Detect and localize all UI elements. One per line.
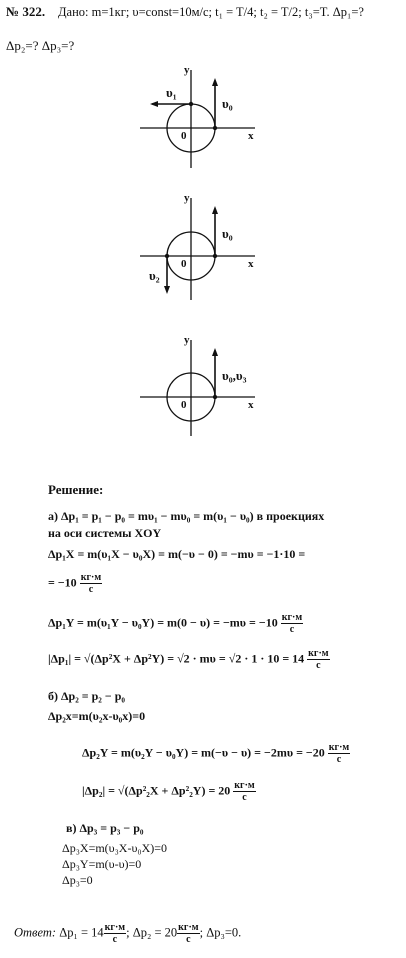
- solution-a-line4: [48, 572, 102, 595]
- diagram-3: [0, 330, 406, 440]
- unit-den: с: [88, 584, 94, 595]
- unit-den: с: [112, 934, 118, 945]
- unit-den: с: [186, 934, 191, 945]
- unit-fraction: [177, 922, 199, 945]
- solution-heading: Решение:: [48, 482, 104, 497]
- unit-fraction: [80, 572, 102, 595]
- x-axis-label: x: [248, 399, 254, 411]
- answer-part1: Δp₁ = 14: [59, 925, 104, 940]
- given-text: Дано: m=1кг; υ=const=10м/с; t₁ = T/4; t₂ = T/2; t₃=T. Δp₁=?: [58, 5, 364, 19]
- unit-num: кг·м: [281, 612, 303, 623]
- given-text-2: Δp₂=? Δp₃=?: [6, 38, 75, 53]
- origin-label: 0: [181, 130, 187, 142]
- v0-label: υ₀: [222, 96, 233, 111]
- solution-b-line4: [82, 780, 256, 803]
- solution-b-line3: [82, 742, 350, 765]
- solution-a-line2: на оси системы XOY: [48, 526, 162, 540]
- diagram-1: [0, 60, 406, 170]
- y-axis-label: y: [184, 64, 190, 76]
- solution-b-line1: б) Δp₂ = p₂ − p₀: [48, 689, 126, 703]
- solution-b-line2: Δp₂x=m(υ₂x-υ₀x)=0: [48, 709, 146, 723]
- solution-c-line1: в) Δp₃ = p₃ − p₀: [66, 821, 144, 835]
- unit-fraction: [307, 648, 329, 671]
- unit-den: с: [336, 754, 342, 765]
- unit-fraction: [104, 922, 126, 945]
- solution-a-line5: [48, 612, 303, 635]
- v1-label: υ₁: [166, 85, 177, 100]
- unit-den: с: [242, 792, 247, 803]
- unit-den: с: [316, 660, 321, 671]
- v0-label: υ₀: [222, 226, 233, 241]
- solution-b-line3-text: Δp₂Y = m(υ₂Y − υ₀Y) = m(−υ − υ) = −2mυ = −20: [82, 745, 325, 760]
- unit-num: кг·м: [234, 780, 255, 791]
- solution-c-line3: Δp₃Y=m(υ-υ)=0: [62, 857, 142, 871]
- v0-v3-label: υ₀,υ₃: [222, 368, 247, 383]
- solution-a-line4-text: = −10: [48, 575, 77, 590]
- solution-a-line1: а) Δp₁ = p₁ − p₀ = mυ₁ − mυ₀ = m(υ₁ − υ₀) в проекциях: [48, 509, 325, 523]
- answer-line: [14, 922, 241, 945]
- y-axis-label: y: [184, 192, 190, 204]
- answer-part2: ; Δp₂ = 20: [126, 925, 178, 940]
- unit-num: кг·м: [80, 572, 102, 583]
- solution-a-line6-text: |Δp₁| = √(Δp²X + Δp²Y) = √2 · mυ = √2 · 1 · 10 = 14: [48, 651, 305, 666]
- unit-num: кг·м: [178, 922, 199, 933]
- origin-label: 0: [181, 258, 187, 270]
- unit-den: с: [289, 624, 295, 635]
- solution-c-line2: Δp₃X=m(υ₃X-υ₀X)=0: [62, 841, 168, 855]
- x-axis-label: x: [248, 130, 254, 142]
- answer-label: Ответ:: [14, 925, 57, 940]
- solution-a-line5-text: Δp₁Y = m(υ₁Y − υ₀Y) = m(0 − υ) = −mυ = −10: [48, 615, 278, 630]
- solution-a-line3: Δp₁X = m(υ₁X − υ₀X) = m(−υ − 0) = −mυ = −1·10 =: [48, 547, 306, 561]
- y-axis-label: y: [184, 334, 190, 346]
- unit-num: кг·м: [308, 648, 329, 659]
- unit-fraction: [281, 612, 303, 635]
- solution-a-line6: [48, 648, 330, 671]
- origin-label: 0: [181, 399, 187, 411]
- answer-part3: ; Δp₃=0.: [199, 925, 242, 940]
- solution-b-line4-text: |Δp₂| = √(Δp²₂X + Δp²₂Y) = 20: [82, 783, 231, 798]
- solution-c-line4: Δp₃=0: [62, 873, 93, 887]
- unit-fraction: [328, 742, 350, 765]
- unit-num: кг·м: [104, 922, 126, 933]
- diagram-2: [0, 190, 406, 305]
- x-axis-label: x: [248, 258, 254, 270]
- v2-label: υ₂: [149, 268, 160, 283]
- problem-number: № 322.: [6, 4, 46, 19]
- unit-num: кг·м: [328, 742, 350, 753]
- unit-fraction: [233, 780, 255, 803]
